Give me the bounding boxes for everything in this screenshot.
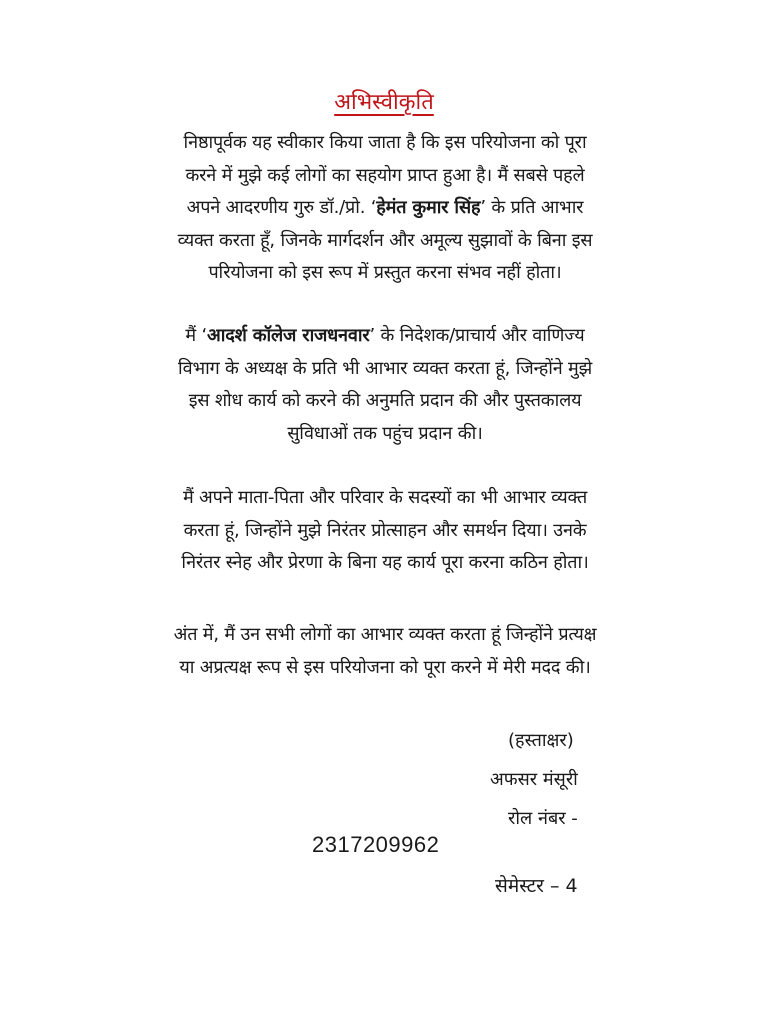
signature-label: (हस्ताक्षर) <box>508 730 574 751</box>
paragraph-college-thanks <box>112 320 658 450</box>
text-segment: मैं ‘ <box>185 325 208 346</box>
text-line: इस शोध कार्य को करने की अनुमति प्रदान की और पुस्तकालय <box>188 390 582 411</box>
text-segment: अपने आदरणीय गुरु डॉ./प्रो. ‘ <box>186 197 377 218</box>
text-line: व्यक्त करता हूँ, जिनके मार्गदर्शन और अमूल्य सुझावों के बिना इस <box>177 229 593 251</box>
paragraph-family-thanks <box>112 482 658 580</box>
text-segment: ’ के निदेशक/प्राचार्य और वाणिज्य <box>369 325 585 346</box>
text-line: या अप्रत्यक्ष रूप से इस परियोजना को पूरा करने में मेरी मदद की। <box>179 656 591 678</box>
paragraph-guide-thanks <box>112 127 658 290</box>
student-name: अफसर मंसूरी <box>490 769 578 790</box>
paragraph-closing-thanks <box>112 619 658 684</box>
text-line: परियोजना को इस रूप में प्रस्तुत करना संभव नहीं होता। <box>208 262 562 283</box>
college-name: आदर्श कॉलेज राजधनवार <box>207 325 370 346</box>
text-line: निरंतर स्नेह और प्रेरणा के बिना यह कार्य पूरा करना कठिन होता। <box>181 552 589 573</box>
text-line: करने में मुझे कई लोगों का सहयोग प्राप्त हुआ है। मैं सबसे पहले <box>185 164 585 186</box>
text-line: निष्ठापूर्वक यह स्वीकार किया जाता है कि इस परियोजना को पूरा <box>183 132 587 153</box>
page-title: अभिस्वीकृति <box>334 90 434 115</box>
text-line: विभाग के अध्यक्ष के प्रति भी आभार व्यक्त करता हूं, जिन्होंने मुझे <box>178 357 592 379</box>
guide-name: हेमंत कुमार सिंह <box>376 197 481 218</box>
text-line: मैं अपने माता-पिता और परिवार के सदस्यों का भी आभार व्यक्त <box>182 487 588 508</box>
roll-number-value: 2317209962 <box>312 832 440 857</box>
roll-number-label: रोल नंबर - <box>508 808 578 829</box>
semester-label: सेमेस्टर – 4 <box>495 875 578 897</box>
text-segment: ’ के प्रति आभार <box>480 197 584 218</box>
text-line: सुविधाओं तक पहुंच प्रदान की। <box>287 422 483 444</box>
text-line <box>112 192 658 225</box>
text-line <box>112 320 658 353</box>
text-line: करता हूं, जिन्होंने मुझे निरंतर प्रोत्साहन और समर्थन दिया। उनके <box>183 519 587 541</box>
text-line: अंत में, मैं उन सभी लोगों का आभार व्यक्त करता हूं जिन्होंने प्रत्यक्ष <box>173 624 597 645</box>
